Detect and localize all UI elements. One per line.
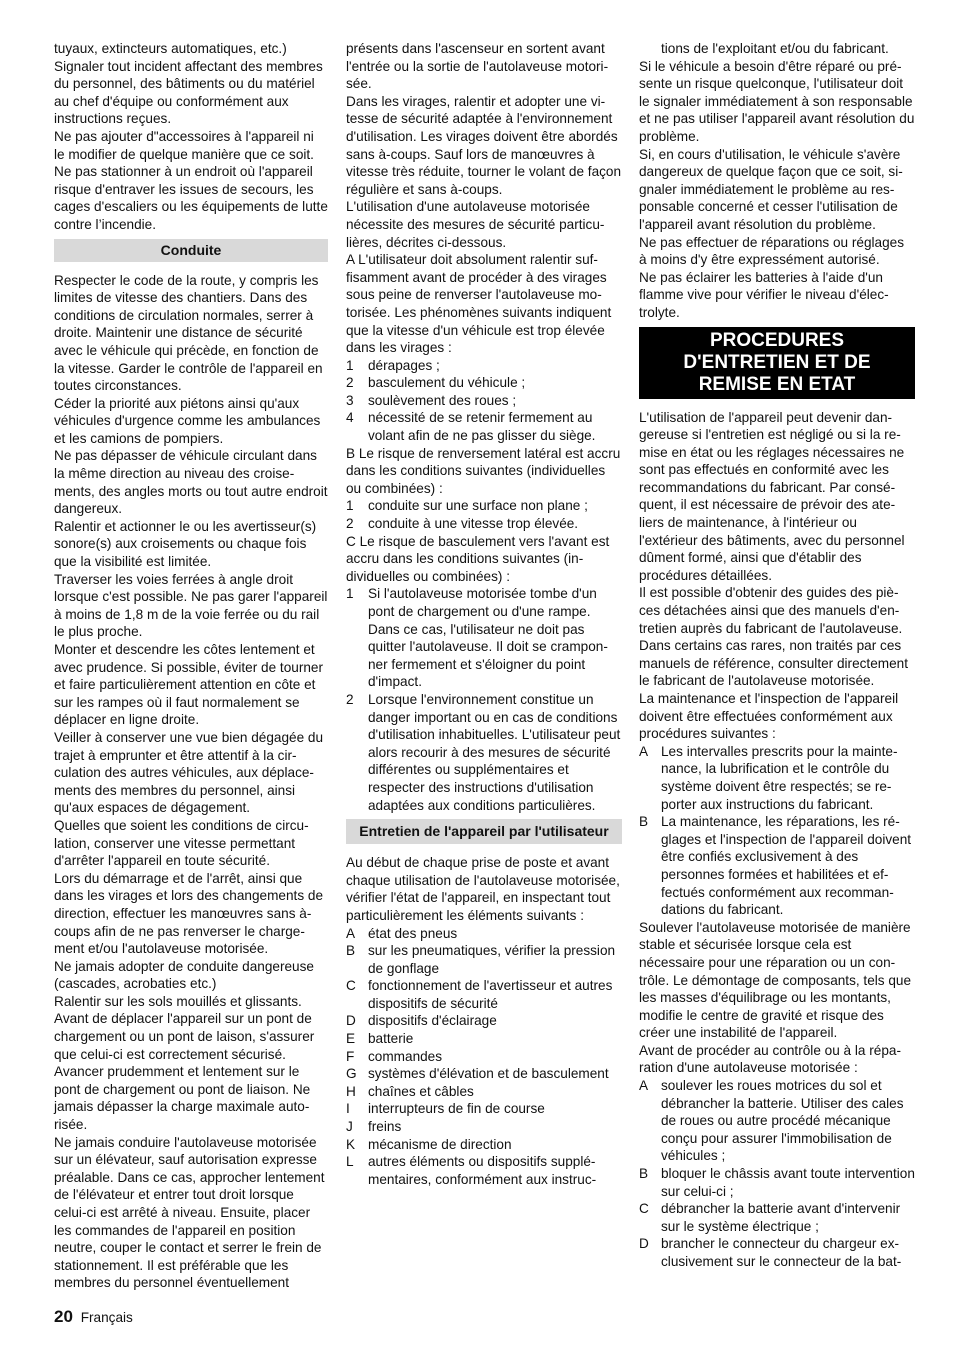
list-marker: A — [639, 743, 649, 759]
list-marker: B — [346, 943, 356, 959]
list-text: commandes — [368, 1048, 443, 1064]
list-marker: A — [639, 1078, 649, 1094]
list-text: débrancher la batterie avant d'intervenir sur le système électrique ; — [661, 1201, 901, 1234]
list-item — [346, 1118, 622, 1136]
list-marker: 1 — [346, 357, 354, 373]
list-marker: C — [639, 1201, 649, 1217]
section-heading-entretien: Entretien de l'appareil par l'utilisateur — [346, 819, 622, 844]
list-text: Les intervalles prescrits pour la maintenance, la lubrification et le contrôle du système doivent être respectés; se reporter aux instructions du fabricant. — [661, 743, 898, 812]
list-marker: 2 — [346, 375, 354, 391]
list-item — [639, 1235, 915, 1270]
list-marker: D — [639, 1236, 649, 1252]
list-item — [639, 1200, 915, 1235]
paragraph: Soulever l'autolaveuse motorisée de manière stable et sécurisée lorsque cela est nécessaire pour une réparation ou un contrôle. Le démontage de composants, tels que les masses d'équilibrage ou les montants, modifie le centre de gravité et risque des créer une instabilité de l'appareil. — [639, 919, 912, 1041]
list-marker: 2 — [346, 516, 354, 532]
list-text: freins — [368, 1119, 402, 1135]
paragraph: Céder la priorité aux piétons ainsi qu'aux véhicules d'urgence comme les ambulances et les camions de pompiers. — [54, 395, 321, 446]
column-1 — [54, 40, 328, 1292]
page-number: 20 — [54, 1307, 73, 1326]
list-item — [639, 1165, 915, 1200]
list-item — [346, 925, 622, 943]
list-marker: 1 — [346, 586, 354, 602]
paragraph: L'utilisation d'une autolaveuse motorisée nécessite des mesures de sécurité particulières, décrites ci-dessous. — [346, 199, 605, 250]
list-marker: F — [346, 1048, 355, 1064]
paragraph: Respecter le code de la route, y compris les limites de vitesse des chantiers. Dans des conditions de circulation normales, serrer à droite. Maintenir une distance de sécurité avec le véhicule qui précède, en fonction de la vitesse. Garder le contrôle de l'appareil en toutes circonstances. — [54, 272, 323, 394]
paragraph: Ne pas effectuer de réparations ou réglages à moins d'y être expressément autorisé. — [639, 234, 904, 268]
list-item — [346, 1100, 622, 1118]
list-item — [346, 374, 622, 392]
section-heading-conduite: Conduite — [54, 239, 328, 262]
paragraph: Si le véhicule a besoin d'être réparé ou présente un risque quelconque, l'utilisateur doit le signaler immédiatement à son responsable et ne pas utiliser l'appareil avant résolution du problème. — [639, 58, 915, 144]
paragraph: Ne pas stationner à un endroit où l'appareil risque d'entraver les issues de secours, les cages d'escaliers ou les équipements de lutte contre l’incendie. — [54, 164, 328, 232]
list-text: nécessité de se retenir fermement au volant afin de ne pas glisser du siège. — [368, 410, 596, 444]
list-a — [346, 357, 622, 445]
list-text: soulèvement des roues ; — [368, 392, 517, 408]
list-text: sur les pneumatiques, vérifier la pression de gonflage — [368, 943, 616, 976]
paragraph: Il est possible d'obtenir des guides des pièces détachées ainsi que des manuels d'entretien auprès du fabricant de l'autolaveuse. Dans certains cas rares, non traités par ces manuels de référence, consulter directement le fabricant de l'autolaveuse motorisée. — [639, 585, 908, 689]
list-text: chaînes et câbles — [368, 1083, 474, 1099]
list-marker: B — [639, 1166, 649, 1182]
paragraph: Avant de déplacer l'appareil sur un pont de chargement ou un pont de laison, s'assurer que celui-ci est correctement sécurisé. — [54, 1011, 315, 1062]
paragraph: Quelles que soient les conditions de circulation, conserver une vitesse permettant d'arrêter l'appareil en toute sécurité. — [54, 817, 309, 869]
list-item — [346, 1065, 622, 1083]
list-text: soulever les roues motrices du sol et débrancher la batterie. Utiliser des cales de roues ou autre procédé mécanique conçu pour assurer l'immobilisation de véhicules ; — [661, 1078, 904, 1164]
paragraph: Ne jamais conduire l'autolaveuse motorisée sur un élévateur, sauf autorisation expresse préalable. Dans ce cas, approcher lentement de l'élévateur et entrer tout droit lorsque celui-ci est arrêté à niveau. Ensuite, placer les commandes de l'appareil en position neutre, couper le contact et serrer le frein de stationnement. Il est préférable que les membres du personnel éventuellement — [54, 1134, 325, 1291]
paragraph: Monter et descendre les côtes lentement et avec prudence. Si possible, éviter de tourner et faire particulièrement attention en côte et sur les rampes où il faut normalement se déplacer en ligne droite. — [54, 642, 324, 728]
paragraph: Ralentir sur les sols mouillés et glissants. — [54, 993, 302, 1009]
list-text: basculement du véhicule ; — [368, 375, 526, 391]
list-item — [346, 1012, 622, 1030]
paragraph: La maintenance et l'inspection de l'appareil doivent être effectuées conformément aux procédures suivantes : — [639, 691, 899, 742]
list-item — [346, 1083, 622, 1101]
list-procedures — [639, 743, 915, 919]
list-item — [346, 409, 622, 444]
paragraph: Si, en cours d'utilisation, le véhicule s'avère dangereux de quelque façon que ce soit, signaler immédiatement le problème au responsable concerné et cesser l'utilisation de l'appareil avant résolution du problème. — [639, 146, 903, 232]
list-item — [639, 1077, 915, 1165]
paragraph: Ralentir et actionner le ou les avertisseur(s) sonore(s) aux croisements ou chaque fois que la visibilité est limitée. — [54, 518, 317, 570]
list-item — [346, 497, 622, 515]
main-section-heading: PROCEDURES D'ENTRETIEN ET DE REMISE EN ETAT — [639, 327, 915, 399]
list-text: fonctionnement de l'avertisseur et autres dispositifs de sécurité — [368, 978, 613, 1011]
paragraph: Veiller à conserver une vue bien dégagée du trajet à emprunter et être attentif à la circulation des autres véhicules, aux déplacements des membres du personnel, ainsi qu'aux espaces de dégagement. — [54, 729, 324, 816]
list-marker: 3 — [346, 392, 354, 408]
list-text: La maintenance, les réparations, les réglages et l'inspection de l'appareil doivent être confiés exclusivement à des personnes formées et habilitées et effectués conformément aux recommandations du fabricant. — [661, 814, 912, 918]
list-text: mécanisme de direction — [368, 1136, 512, 1152]
paragraph: tions de l'exploitant et/ou du fabricant. — [661, 41, 889, 56]
paragraph: présents dans l'ascenseur en sortent avant l'entrée ou la sortie de l'autolaveuse motorisée. — [346, 41, 609, 92]
list-text: dérapages ; — [368, 357, 440, 373]
list-text: autres éléments ou dispositifs supplémentaires, conformément aux instruc- — [368, 1154, 597, 1187]
list-item — [346, 942, 622, 977]
column-3 — [639, 40, 915, 1271]
list-marker: D — [346, 1013, 356, 1029]
list-item — [346, 392, 622, 410]
paragraph: Ne jamais adopter de conduite dangereuse (cascades, acrobaties etc.) — [54, 958, 314, 992]
list-marker: L — [346, 1154, 354, 1170]
list-marker: B — [639, 814, 649, 830]
paragraph: B Le risque de renversement latéral est accru dans les conditions suivantes (individuelles ou combinées) : — [346, 445, 621, 496]
list-text: dispositifs d'éclairage — [368, 1013, 497, 1029]
list-b — [346, 497, 622, 532]
paragraph: A L'utilisateur doit absolument ralentir suffisamment avant de procéder à des virages sous peine de renverser l'autolaveuse motorisée. Les phénomènes suivants indiquent que la vitesse d'un véhicule est trop élevée dans les virages : — [346, 252, 612, 356]
paragraph: Ne pas éclairer les batteries à l'aide d'un flamme vive pour vérifier le niveau d'électrolyte. — [639, 269, 889, 320]
list-text: bloquer le châssis avant toute intervention sur celui-ci ; — [661, 1166, 915, 1199]
list-inspection — [346, 925, 622, 1189]
footer-language: Français — [80, 1310, 133, 1325]
list-text: brancher le connecteur du chargeur exclusivement sur le connecteur de la bat- — [661, 1236, 902, 1269]
paragraph: L'utilisation de l'appareil peut devenir dangereuse si l'entretien est négligé ou si la remise en état ou les réglages nécessaires ne sont pas effectués en conformité avec les recommandations du fabricant. Par conséquent, il est nécessaire de prévoir des ateliers de maintenance, à l'intérieur ou l'extérieur des bâtiments, avec du personnel dûment formé, ainsi que d'établir des procédures détaillées. — [639, 409, 905, 583]
list-marker: 4 — [346, 410, 354, 426]
list-text: Si l'autolaveuse motorisée tombe d'un pont de chargement ou d'une rampe. Dans ce cas, l'utilisateur ne doit pas quitter l'autolaveuse. Il doit se cramponner fermement et s'éloigner du point d'impact. — [368, 586, 608, 690]
paragraph: Signaler tout incident affectant des membres du personnel, des bâtiments ou du matériel au chef d'équipe ou conformément aux instructions reçues. — [54, 58, 323, 127]
list-text: Lorsque l'environnement constitue un danger important ou en cas de conditions d'utilisation inhabituelles. L'utilisateur peut alors recourir à des mesures de sécurité différentes ou supplémentaires et respecter des instructions d'utilisation adaptées aux conditions particulières. — [368, 691, 621, 813]
list-item — [346, 515, 622, 533]
list-item — [346, 977, 622, 1012]
list-text: systèmes d'élévation et de basculement — [368, 1066, 609, 1082]
paragraph: C Le risque de basculement vers l'avant est accru dans les conditions suivantes (individuelles ou combinées) : — [346, 533, 610, 584]
list-marker: H — [346, 1083, 356, 1099]
list-marker: I — [346, 1101, 350, 1117]
list-text: conduite sur une surface non plane ; — [368, 498, 588, 514]
list-text: état des pneus — [368, 925, 458, 941]
list-text: batterie — [368, 1031, 414, 1047]
paragraph: Avant de procéder au contrôle ou à la réparation d'une autolaveuse motorisée : — [639, 1042, 901, 1076]
list-marker: 2 — [346, 691, 354, 707]
list-item — [346, 585, 622, 691]
list-text: interrupteurs de fin de course — [368, 1101, 545, 1117]
list-item — [346, 691, 622, 814]
paragraph: Lors du démarrage et de l'arrêt, ainsi que dans les virages et lors des changements de direction, effectuer les manœuvres sans à-coups afin de ne pas renverser le chargement et/ou l'autolaveuse motorisée. — [54, 870, 324, 957]
list-item — [346, 1048, 622, 1066]
paragraph: Traverser les voies ferrées à angle droit lorsque c'est possible. Ne pas garer l'appareil à moins de 1,8 m de la voie ferrée ou du rail le plus proche. — [54, 571, 328, 640]
list-item — [346, 1136, 622, 1154]
paragraph: tuyaux, extincteurs automatiques, etc.) — [54, 41, 287, 56]
paragraph: Au début de chaque prise de poste et avant chaque utilisation de l'autolaveuse motorisée, vérifier l'état de l'appareil, en inspectant tout particulièrement les éléments suivants : — [346, 855, 620, 923]
list-c — [346, 585, 622, 814]
list-item — [346, 1030, 622, 1048]
list-marker: A — [346, 925, 356, 941]
list-before-repair — [639, 1077, 915, 1271]
list-item — [346, 1153, 622, 1188]
paragraph: Ne pas dépasser de véhicule circulant dans la même direction au niveau des croisements, des angles morts ou tout autre endroit dangereux. — [54, 448, 328, 517]
list-marker: G — [346, 1066, 357, 1082]
paragraph: Dans les virages, ralentir et adopter une vitesse de sécurité adaptée à l'environnement d'utilisation. Les virages doivent être abordés sans à-coups. Sauf lors de manœuvres à vitesse très réduite, tourner le volant de façon régulière et sans à-coups. — [346, 93, 622, 197]
list-item — [639, 743, 915, 813]
list-marker: J — [346, 1119, 353, 1135]
list-marker: E — [346, 1031, 356, 1047]
list-marker: 1 — [346, 498, 354, 514]
list-text: conduite à une vitesse trop élevée. — [368, 516, 579, 532]
paragraph: Avancer prudemment et lentement sur le pont de chargement ou pont de liaison. Ne jamais dépasser la charge maximale autorisée. — [54, 1064, 311, 1133]
list-marker: K — [346, 1136, 356, 1152]
page-footer — [54, 1307, 133, 1327]
column-2 — [346, 40, 622, 1188]
list-item — [639, 813, 915, 919]
list-item — [346, 357, 622, 375]
list-marker: C — [346, 978, 356, 994]
paragraph: Ne pas ajouter d"accessoires à l'appareil ni le modifier de quelque manière que ce soit. — [54, 128, 314, 162]
